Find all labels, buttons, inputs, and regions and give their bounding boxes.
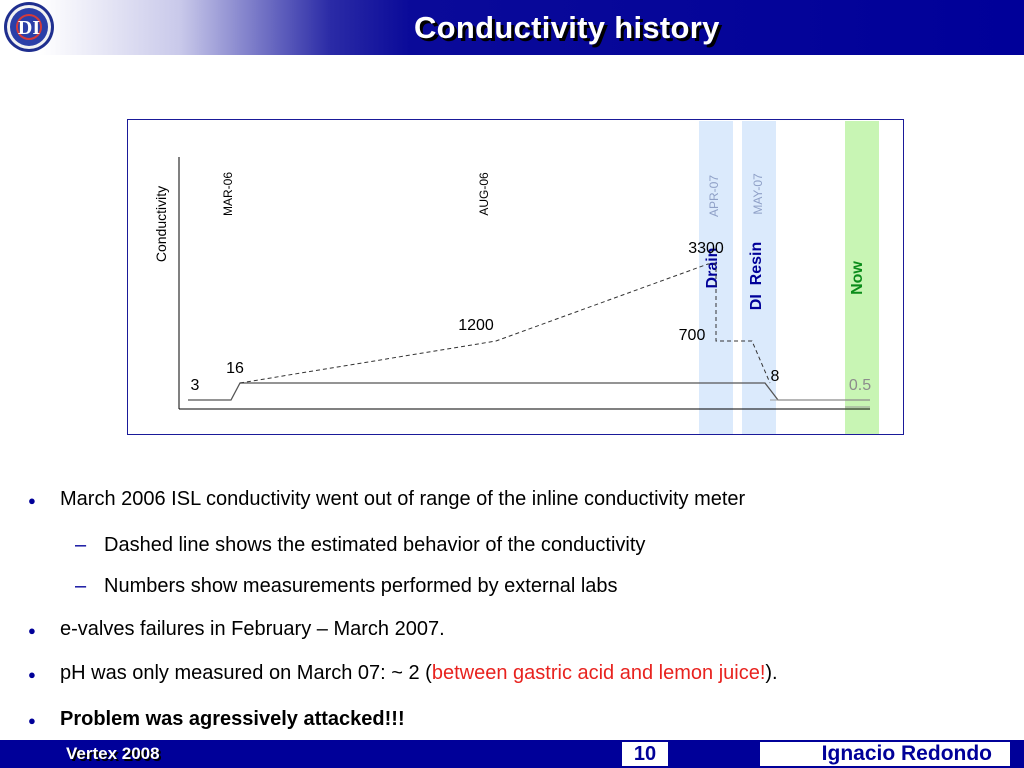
date-label-apr-07: APR-07 (707, 174, 721, 218)
bullet-text-part: pH was only measured on March 07: ~ 2 ( (60, 662, 432, 684)
value-label-0-5: 0.5 (848, 377, 872, 394)
highlight-text: between gastric acid and lemon juice! (431, 662, 766, 684)
footer-author-box (760, 742, 1010, 766)
footer-author: Ignacio Redondo (821, 742, 992, 765)
bullet-text: Numbers show measurements performed by external labs (104, 575, 618, 597)
band-label-now: Now (849, 261, 866, 295)
bullet-text: e-valves failures in February – March 2007. (60, 618, 445, 640)
value-label-8: 8 (770, 368, 780, 385)
band-label-drain: Drain (704, 247, 721, 289)
bullet-text: Dashed line shows the estimated behavior of the conductivity (104, 534, 646, 556)
footer-bar (0, 740, 1024, 768)
bullet-text: Problem was agressively attacked!!! (60, 708, 405, 730)
date-label-aug-06: AUG-06 (477, 172, 491, 216)
bullet-dot-icon: ● (28, 667, 36, 682)
value-label-3: 3 (190, 377, 200, 394)
date-label-may-07: MAY-07 (751, 173, 765, 215)
logo-text: DI (17, 17, 41, 39)
bullet-text-part: ). (765, 662, 778, 684)
slide-title: Conductivity history (414, 10, 720, 45)
value-label-3300: 3300 (688, 240, 724, 257)
band-label-di-resin: DI Resin (748, 241, 765, 311)
value-label-16: 16 (226, 360, 244, 377)
bullet-dash-icon: – (75, 534, 87, 556)
bullet-dash-icon: – (75, 575, 87, 597)
series-line-dashed (240, 264, 770, 383)
value-label-700: 700 (678, 327, 706, 344)
bullet-text (60, 662, 778, 685)
bullet-text: March 2006 ISL conductivity went out of range of the inline conductivity meter (60, 488, 746, 510)
value-label-1200: 1200 (458, 317, 494, 334)
footer-conference: Vertex 2008 (66, 744, 160, 763)
page-number: 10 (622, 742, 668, 766)
bullet-dot-icon: ● (28, 623, 36, 638)
bullet-dot-icon: ● (28, 713, 36, 728)
y-axis-label: Conductivity (153, 185, 169, 263)
bullet-dot-icon: ● (28, 493, 36, 508)
date-label-mar-06: MAR-06 (221, 171, 235, 217)
